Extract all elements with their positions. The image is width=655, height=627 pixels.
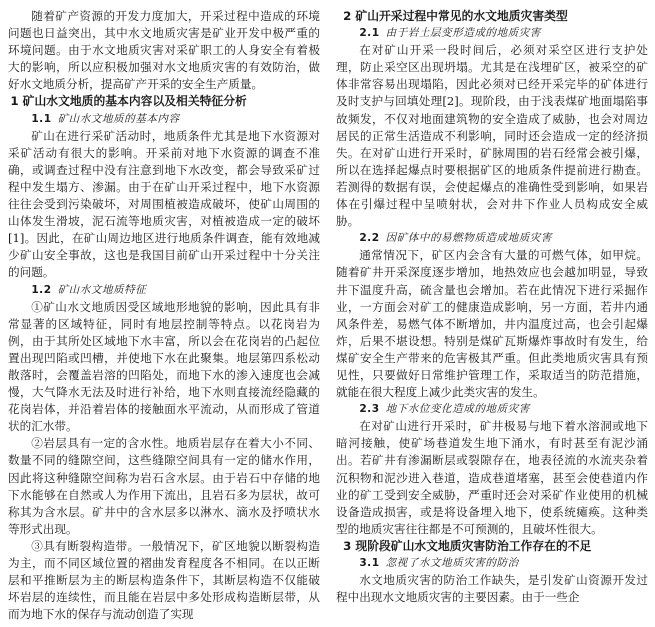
- section-2-3-paragraph: 在对矿山进行开采时，矿井极易与地下着水溶洞或地下暗河接触，使矿场巷道发生地下涌水，有时甚至有泥沙涌出。若矿井有渗漏断层或裂隙存在，地表径流的水流夹杂着沉积物和泥沙进入巷道，造成巷道堵塞，甚至会使巷道内作业的矿工受到安全威胁，严重时还会对采矿作业使用的机械设备造成损害，或是将设备埋入地下，使系统瘫痪。这种类型的地质灾害往往都是不可预测的，且破坏性很大。: [336, 419, 648, 536]
- section-2-2-title: 因矿体中的易燃物质造成地质灾害: [385, 232, 552, 245]
- section-3-1-number: 3.1: [359, 557, 380, 569]
- left-column: [8, 8, 320, 623]
- section-2-1-number: 2.1: [359, 27, 380, 40]
- section-1-1-heading: [8, 111, 320, 128]
- section-1-heading: 1 矿山水文地质的基本内容以及相关特征分析: [10, 94, 247, 109]
- section-2-heading: 2 矿山开采过程中常见的水文地质灾害类型: [343, 9, 568, 23]
- section-1-1-number: 1.1: [31, 112, 52, 125]
- section-3-heading: 3 现阶段矿山水文地质灾害防治工作存在的不足: [343, 538, 592, 553]
- section-1-2-paragraph-3: ③具有断裂构造带。一般情况下，矿区地貌以断裂构造为主，而不同区域位置的褶曲发育程度各不相同。在以正断层和平推断层为主的断层构造条件下，其断层构造不仅能破坏岩层的连续性，而且能在岩层中多处形成构造断层带，从而为地下水的保存与流动创造了实现: [8, 538, 320, 622]
- section-2-3-number: 2.3: [359, 403, 380, 416]
- section-1-2-number: 1.2: [31, 283, 52, 296]
- section-2-1-title: 由于岩土层变形造成的地质灾害: [385, 27, 541, 40]
- section-3-1-heading: [336, 555, 648, 572]
- intro-paragraph: 随着矿产资源的开发力度加大，开采过程中造成的环境问题也日益突出，其中水文地质灾害是矿业开发中极严重的环境问题。由于水文地质灾害对采矿职工的人身安全有着极大的影响，所以应积极加强对水文地质灾害的有效防治，做好水文地质分析，提高矿产开采的安全生产质量。: [8, 9, 320, 92]
- right-column: [336, 8, 648, 606]
- section-2-3-heading: [336, 401, 648, 418]
- section-1-2-paragraph-1: ①矿山水文地质因受区域地形地貌的影响，因此具有非常显著的区域特征，同时有地层控制等特点。以花岗岩为例，由于其所处区域地下水丰富，所以会在花岗岩的凸起位置出现凹陷或凹槽，并使地下水在此聚集。地层第四系松动散落时，会覆盖岩溶的凹陷处，而地下水的渗入速度也会减慢，大气降水无法及时进行补给，地下水则直接流经隐藏的花岗岩体，并沿着岩体的接触面水平流动，从而形成了管道状的汇水带。: [8, 299, 320, 434]
- section-1-2-heading: [8, 282, 320, 299]
- section-1-1-title: 矿山水文地质的基本内容: [57, 112, 180, 125]
- section-2-3-title: 地下水位变化造成的地质灾害: [385, 403, 530, 416]
- section-3-1-title: 忽视了水文地质灾害的防治: [385, 557, 519, 569]
- section-2-2-number: 2.2: [359, 232, 380, 245]
- section-2-2-heading: [336, 230, 648, 247]
- section-1-1-paragraph: 矿山在进行采矿活动时，地质条件尤其是地下水资源对采矿活动有很大的影响。开采前对地下水资源的调查不准确，或调查过程中没有注意到地下水改变，都会导致采矿过程中发生塌方、渗漏。由于在矿山开采过程中，地下水资源往往会受到污染破坏，对周围植被造成破坏，使矿山周围的山体发生滑坡，泥石流等地质灾害，对植被造成一定的破坏[1]。因此，在矿山周边地区进行地质条件调查，能有效地减少矿山安全事故，这也是我国目前矿山开采过程中十分关注的问题。: [8, 128, 320, 280]
- section-2-1-paragraph: 在对矿山开采一段时间后，必须对采空区进行支护处理，防止采空区出现坍塌。尤其是在浅埋矿区，被采空的矿体非常容易出现塌陷，因此必须对已经开采完毕的矿体进行及时支护与回填处理[2]。现阶段，由于浅表煤矿地面塌陷事故频发，不仅对地面建筑物的安全造成了威胁，也会对周边居民的正常生活造成不利影响，同时还会造成一定的经济损失。在对矿山进行开采时，矿脉周围的岩石经常会被引爆，所以在选择起爆点时要根据矿区的地质条件提前进行勘查。若测得的数据有误，会使起爆点的准确性受到影响，如果岩体在引爆过程中呈喷射状，会对井下作业人员构成安全威胁。: [336, 43, 648, 229]
- section-2-1-heading: [336, 25, 648, 42]
- section-3-1-paragraph: 水文地质灾害的防治工作缺失，是引发矿山资源开发过程中出现水文地质灾害的主要因素。由于一些企: [336, 573, 648, 605]
- section-1-2-title: 矿山水文地质特征: [57, 283, 147, 296]
- section-2-2-paragraph: 通常情况下，矿区内会含有大量的可燃气体，如甲烷。随着矿井开采深度逐步增加，地热效应也会越加明显，导致井下温度升高，硫含量也会增加。若在此情况下进行采掘作业，一方面会对矿工的健康造成影响，另一方面，若井内通风条件差，易燃气体不断增加，井内温度过高，也会引起爆炸，后果不堪设想。特别是煤矿瓦斯爆炸事故时有发生，给煤矿安全生产带来的危害极其严重。但此类地质灾害具有预见性，只要做好日常维护管理工作，采取适当的防范措施，就能在很大程度上减少此类灾害的发生。: [336, 248, 648, 400]
- section-1-2-paragraph-2: ②岩层具有一定的含水性。地质岩层存在着大小不同、数量不同的缝隙空间，这些缝隙空间具有一定的储水作用，因此将这种缝隙空间称为岩石含水层。由于岩石中存储的地下水能够在自然或人为作用下流出，且岩石多为层状，故可称其为含水层。矿井中的含水层多以淋水、滴水及抒喷状水等形式出现。: [8, 436, 320, 536]
